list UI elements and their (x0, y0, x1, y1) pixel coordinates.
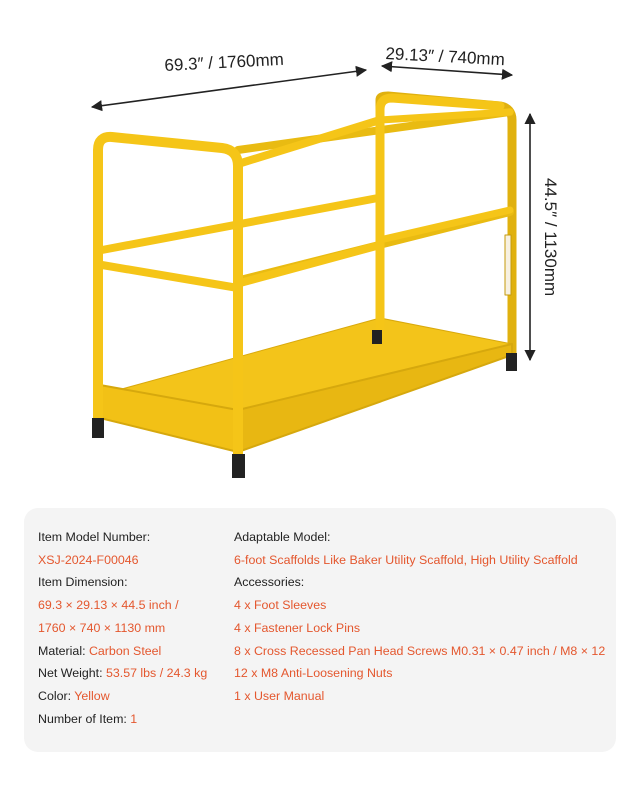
specification-card (24, 508, 616, 752)
foot-sleeve (506, 353, 517, 371)
height-dimension-label: 44.5″ / 1130mm (541, 178, 560, 297)
color-value: Yellow (74, 688, 110, 703)
weight-value: 53.57 lbs / 24.3 kg (105, 666, 208, 681)
number-value: 1 (130, 711, 138, 726)
dimension-mm-value: 1760 × 740 × 1130 mm (38, 620, 166, 635)
accessory-item: 4 x Foot Sleeves (234, 598, 327, 613)
accessory-item: 1 x User Manual (234, 688, 325, 703)
width-dimension-label: 69.3″ / 1760mm (164, 49, 285, 75)
model-number-label: Item Model Number: (38, 530, 151, 544)
material-label: Material: (38, 643, 86, 658)
foot-sleeve (232, 454, 245, 478)
number-row (38, 708, 238, 731)
dimension-label: Item Dimension: (38, 575, 128, 590)
color-label: Color: (38, 688, 72, 703)
weight-row (38, 662, 238, 685)
number-label: Number of Item: (38, 711, 127, 726)
weight-label: Net Weight: (38, 666, 103, 681)
spec-column-right (234, 526, 614, 708)
dimension-inch-value: 69.3 × 29.13 × 44.5 inch / (38, 598, 179, 613)
spec-column-left (38, 526, 238, 730)
material-row (38, 640, 238, 663)
accessory-item: 4 x Fastener Lock Pins (234, 620, 361, 635)
model-number-value: XSJ-2024-F00046 (38, 552, 139, 567)
foot-sleeve (372, 330, 382, 344)
frame (92, 96, 517, 478)
foot-sleeve (92, 418, 104, 438)
accessories-label: Accessories: (234, 575, 305, 590)
width-dimension-arrow (92, 70, 366, 107)
adaptable-model-label: Adaptable Model: (234, 530, 331, 544)
accessory-item: 12 x M8 Anti-Loosening Nuts (234, 666, 393, 681)
accessory-item: 8 x Cross Recessed Pan Head Screws M0.31 × 0.47 inch / M8 × 12 (234, 643, 606, 658)
depth-dimension-label: 29.13″ / 740mm (385, 44, 506, 70)
material-value: Carbon Steel (88, 643, 162, 658)
adaptable-model-value: 6-foot Scaffolds Like Baker Utility Scaffold, High Utility Scaffold (234, 552, 578, 567)
color-row (38, 685, 238, 708)
